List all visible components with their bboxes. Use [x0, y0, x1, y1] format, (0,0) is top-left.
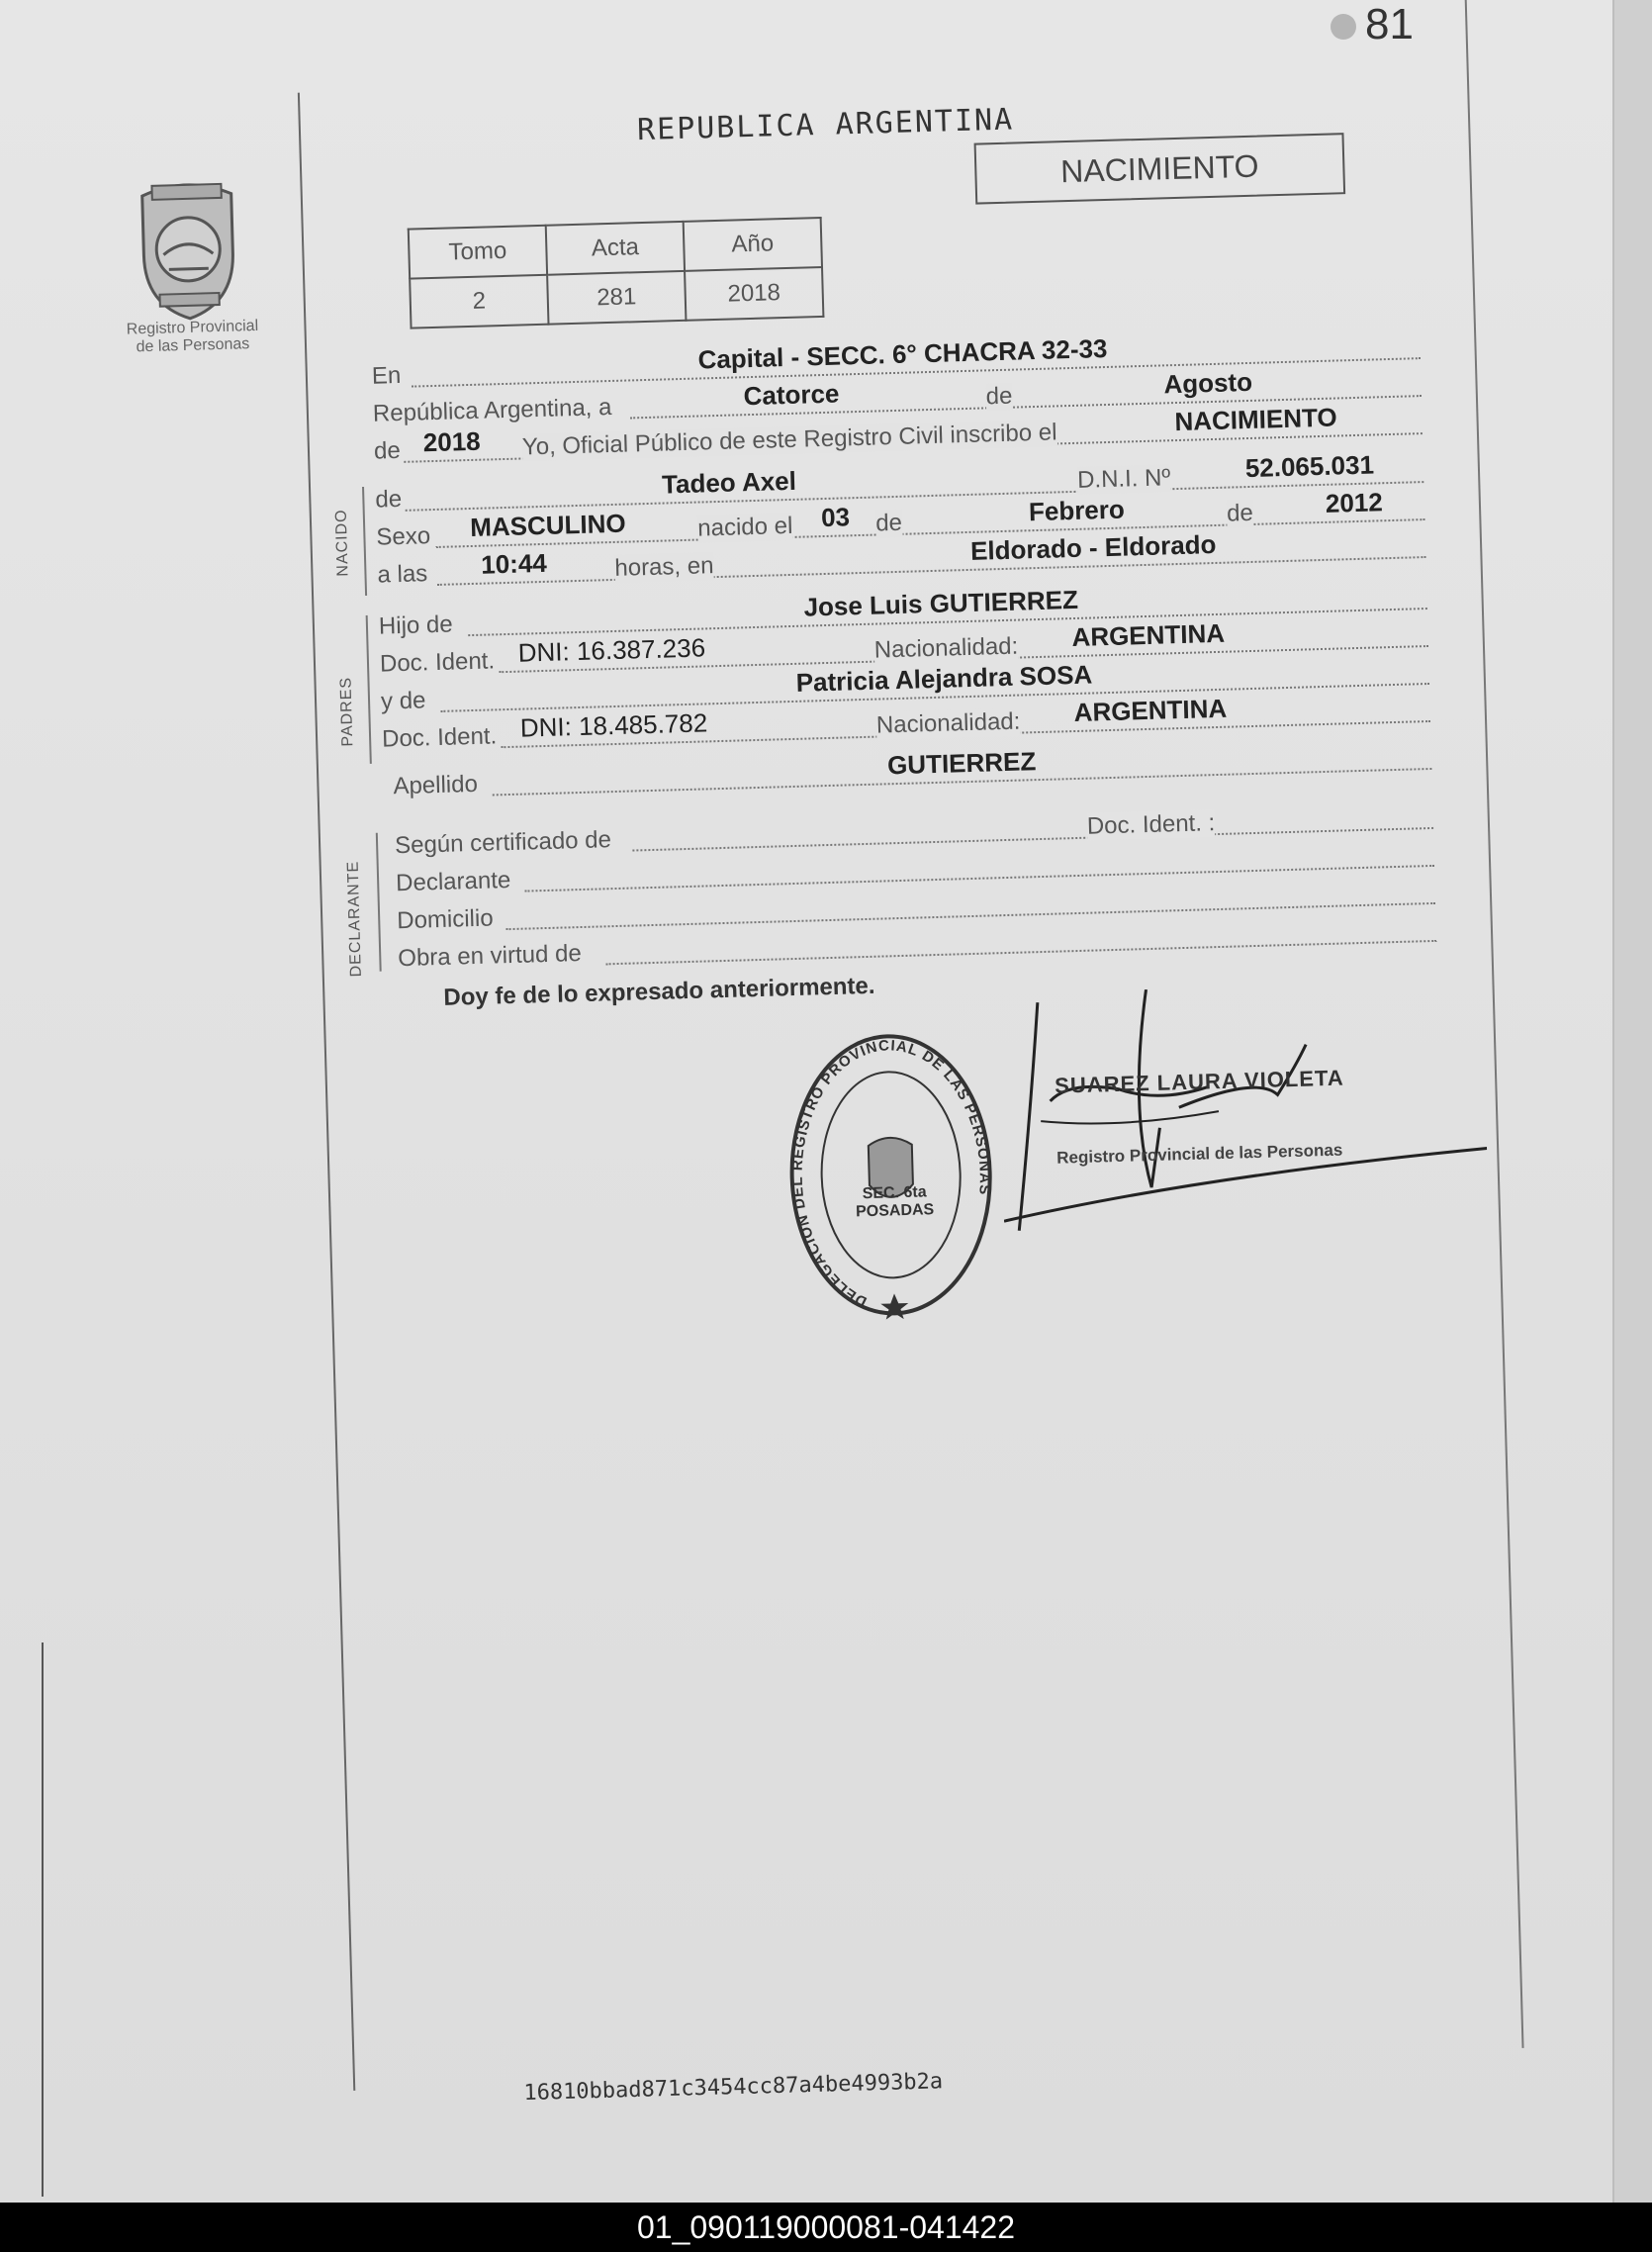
label-doc-madre: Doc. Ident. [381, 722, 498, 753]
value-en: Capital - SECC. 6° CHACRA 32-33 [697, 332, 1108, 375]
label-sexo: Sexo [376, 522, 431, 551]
value-padre: Jose Luis GUTIERREZ [803, 584, 1079, 622]
value-nac-anio: 2012 [1325, 487, 1384, 518]
label-a-las: a las [377, 560, 428, 589]
label-nombre: de [375, 485, 403, 514]
nacido-bracket [362, 487, 367, 596]
document-hash: 16810bbad871c3454cc87a4be4993b2a [523, 2069, 944, 2107]
coat-of-arms-icon [122, 173, 254, 326]
label-nacionalidad-padre: Nacionalidad: [873, 632, 1019, 664]
value-anio: 2018 [422, 425, 482, 458]
label-de-anio-nac: de [1226, 499, 1254, 527]
label-declarante: Declarante [395, 867, 511, 897]
label-en: En [371, 361, 402, 390]
signatory-name: SUAREZ LAURA VIOLETA [1054, 1065, 1344, 1098]
declarante-bracket [376, 833, 382, 972]
value-dia: Catorce [743, 378, 840, 412]
registry-label [108, 317, 277, 357]
value-madre-nacionalidad: ARGENTINA [1073, 693, 1228, 728]
registry-label-line1: Registro Provincial [126, 317, 259, 338]
label-republica: República Argentina, a [372, 393, 612, 427]
value-hora: 10:44 [480, 547, 548, 580]
side-label-declarante: DECLARANTE [344, 860, 365, 978]
padres-bracket [366, 615, 372, 764]
footer-id: 01_090119000081-041422 [636, 2209, 1015, 2245]
footer-strip [0, 2203, 1652, 2252]
side-label-nacido: NACIDO [332, 509, 352, 577]
scan-edge-line [42, 1642, 44, 2197]
value-acta: 281 [547, 271, 686, 325]
handwritten-signature [998, 981, 1491, 1291]
value-nac-dia: 03 [820, 502, 851, 533]
seal-center-text: SEC. 6ta POSADAS [855, 1183, 935, 1221]
official-seal-icon [781, 1023, 1002, 1326]
label-nacionalidad-madre: Nacionalidad: [875, 707, 1021, 739]
value-padre-doc: DNI: 16.387.236 [517, 632, 706, 668]
value-dni: 52.065.031 [1244, 449, 1375, 484]
side-label-padres: PADRES [337, 676, 357, 747]
label-de-mes: de [874, 509, 903, 537]
label-de-anio: de [373, 436, 402, 465]
closing-statement: Doy fe de lo expresado anteriormente. [443, 972, 875, 1011]
record-table-values [410, 267, 823, 328]
label-obra-en-virtud: Obra en virtud de [397, 940, 583, 973]
registry-label-line2: de las Personas [136, 335, 250, 356]
header-acta: Acta [546, 222, 685, 275]
value-lugar: Eldorado - Eldorado [969, 528, 1217, 566]
dotted-line [606, 939, 1437, 965]
value-apellido: GUTIERREZ [886, 746, 1037, 781]
label-nacido-el: nacido el [696, 512, 793, 542]
value-inscribo: NACIMIENTO [1174, 402, 1338, 437]
value-mes: Agosto [1163, 366, 1253, 400]
value-tomo: 2 [410, 275, 548, 328]
label-hijo-de: Hijo de [378, 610, 454, 640]
label-domicilio: Domicilio [396, 904, 494, 935]
value-madre: Patricia Alejandra SOSA [795, 659, 1093, 698]
value-nombre: Tadeo Axel [661, 465, 797, 500]
act-type-box: NACIMIENTO [974, 133, 1346, 204]
value-nac-mes: Febrero [1028, 494, 1126, 527]
value-madre-doc: DNI: 18.485.782 [519, 707, 708, 743]
header-anio: Año [684, 218, 822, 271]
label-de: de [985, 382, 1013, 411]
record-table [408, 217, 825, 329]
signatory-office: Registro Provincial de las Personas [1055, 1140, 1343, 1168]
left-margin-rule [298, 93, 355, 2091]
header-tomo: Tomo [409, 226, 547, 279]
label-dni: D.N.I. Nº [1076, 464, 1171, 494]
label-apellido: Apellido [393, 770, 479, 800]
value-sexo: MASCULINO [469, 508, 627, 542]
value-padre-nacionalidad: ARGENTINA [1071, 617, 1226, 653]
oficial-text: Yo, Oficial Público de este Registro Civil inscribo el [521, 419, 1057, 461]
value-anio: 2018 [685, 267, 823, 321]
label-doc-ident-declarante: Doc. Ident. : [1086, 809, 1216, 840]
document-title: REPUBLICA ARGENTINA [636, 102, 1015, 148]
label-segun-certificado: Según certificado de [394, 826, 612, 860]
label-doc-padre: Doc. Ident. [379, 647, 496, 678]
label-y-de: y de [380, 687, 426, 715]
label-horas-en: horas, en [614, 552, 714, 582]
seal-ring-text: DELEGACION DEL REGISTRO PROVINCIAL DE LAS PERSONAS [788, 1037, 993, 1311]
page-number: 81 [1365, 0, 1414, 48]
